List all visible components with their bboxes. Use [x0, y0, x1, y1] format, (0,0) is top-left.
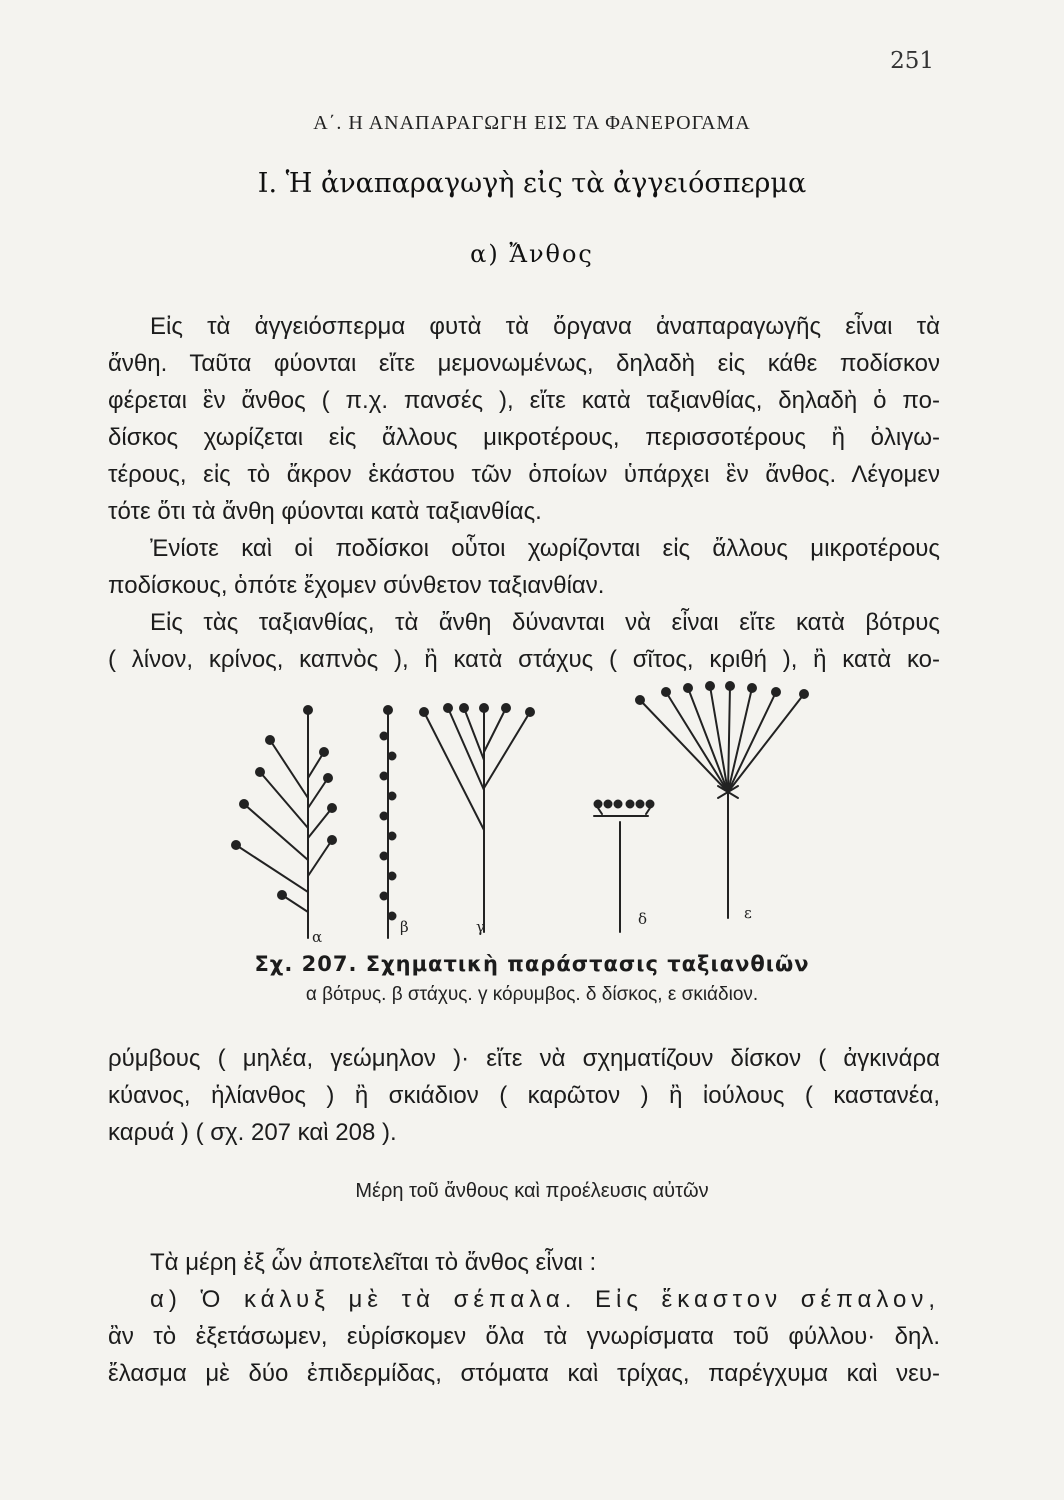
- paragraph-1-line: ἄνθη. Ταῦτα φύονται εἴτε μεμονωμένως, δηλαδὴ εἰς κάθε ποδίσκον: [108, 350, 940, 377]
- spike-drawing: [381, 706, 396, 938]
- chapter-title: I. Ἡ ἀναπαραγωγὴ εἰς τὰ ἀγγειόσπερμα: [257, 168, 807, 199]
- paragraph-1-line: τέρους, εἰς τὸ ἄκρον ἑκάστου τῶν ὁποίων ὑπάρχει ἓν ἄνθος. Λέγομεν: [108, 461, 940, 488]
- running-head: Α΄. Η ΑΝΑΠΑΡΑΓΩΓΗ ΕΙΣ ΤΑ ΦΑΝΕΡΟΓΑΜΑ: [313, 112, 751, 134]
- label-alpha: α: [312, 928, 323, 946]
- paragraph-4-line: ἂν τὸ ἐξετάσωμεν, εὑρίσκομεν ὅλα τὰ γνωρίσματα τοῦ φύλλου· δηλ.: [108, 1323, 940, 1350]
- paragraph-2-line: ποδίσκους, ὁπότε ἔχομεν σύνθετον ταξιανθίαν.: [108, 572, 605, 599]
- label-beta: β: [400, 918, 409, 936]
- paragraph-4-line: Τὰ μέρη ἐξ ὧν ἀποτελεῖται τὸ ἄνθος εἶναι :: [150, 1249, 597, 1276]
- paragraph-3-cont-line: ρύμβους ( μηλέα, γεώμηλον )· εἴτε νὰ σχηματίζουν δίσκον ( ἀγκινάρα: [108, 1045, 940, 1072]
- raceme-drawing: [232, 706, 336, 938]
- inflorescence-figure: [210, 680, 850, 950]
- page-number: 251: [890, 48, 934, 74]
- inflorescence-diagram: [210, 680, 850, 950]
- paragraph-1-line: Εἰς τὰ ἀγγειόσπερμα φυτὰ τὰ ὄργανα ἀναπαραγωγῆς εἶναι τὰ: [150, 313, 940, 340]
- paragraph-4-line: ἔλασμα μὲ δύο ἐπιδερμίδας, στόματα καὶ τρίχας, παρέγχυμα καὶ νευ-: [108, 1360, 940, 1387]
- label-gamma: γ: [476, 918, 485, 936]
- paragraph-3-line: ( λίνον, κρίνος, καπνὸς ), ἢ κατὰ στάχυς ( σῖτος, κριθή ), ἢ κατὰ κο-: [108, 646, 940, 673]
- subheading: Μέρη τοῦ ἄνθους καὶ προέλευσις αὐτῶν: [355, 1180, 709, 1202]
- figure-caption-title: Σχ. 207. Σχηματικὴ παράστασις ταξιανθιῶν: [254, 952, 810, 976]
- corymb-drawing: [420, 704, 534, 932]
- paragraph-2-line: Ἐνίοτε καὶ οἱ ποδίσκοι οὗτοι χωρίζονται εἰς ἄλλους μικροτέρους: [150, 535, 940, 562]
- paragraph-1-line: φέρεται ἓν ἄνθος ( π.χ. πανσές ), εἴτε κατὰ ταξιανθίας, δηλαδὴ ὁ πο-: [108, 387, 940, 414]
- section-title: α) Ἄνθος: [470, 240, 594, 268]
- paragraph-1-line: τότε ὅτι τὰ ἄνθη φύονται κατὰ ταξιανθίας.: [108, 498, 542, 525]
- paragraph-1-line: δίσκος χωρίζεται εἰς ἄλλους μικροτέρους, περισσοτέρους ἢ ὀλιγω-: [108, 424, 940, 451]
- paragraph-3-cont-line: κύανος, ἡλίανθος ) ἢ σκιάδιον ( καρῶτον ) ἢ ἰούλους ( καστανέα,: [108, 1082, 940, 1109]
- paragraph-3-line: Εἰς τὰς ταξιανθίας, τὰ ἄνθη δύνανται νὰ εἶναι εἴτε κατὰ βότρυς: [150, 609, 940, 636]
- paragraph-4-line: α) Ὁ κάλυξ μὲ τὰ σέπαλα. Εἰς ἕκαστον σέπαλον,: [150, 1286, 940, 1313]
- label-delta: δ: [638, 910, 648, 928]
- label-epsilon: ε: [744, 904, 752, 922]
- figure-caption-text: α βότρυς. β στάχυς. γ κόρυμβος. δ δίσκος, ε σκιάδιον.: [305, 984, 759, 1005]
- paragraph-3-cont-line: καρυά ) ( σχ. 207 καὶ 208 ).: [108, 1119, 397, 1146]
- umbel-drawing: [636, 682, 808, 918]
